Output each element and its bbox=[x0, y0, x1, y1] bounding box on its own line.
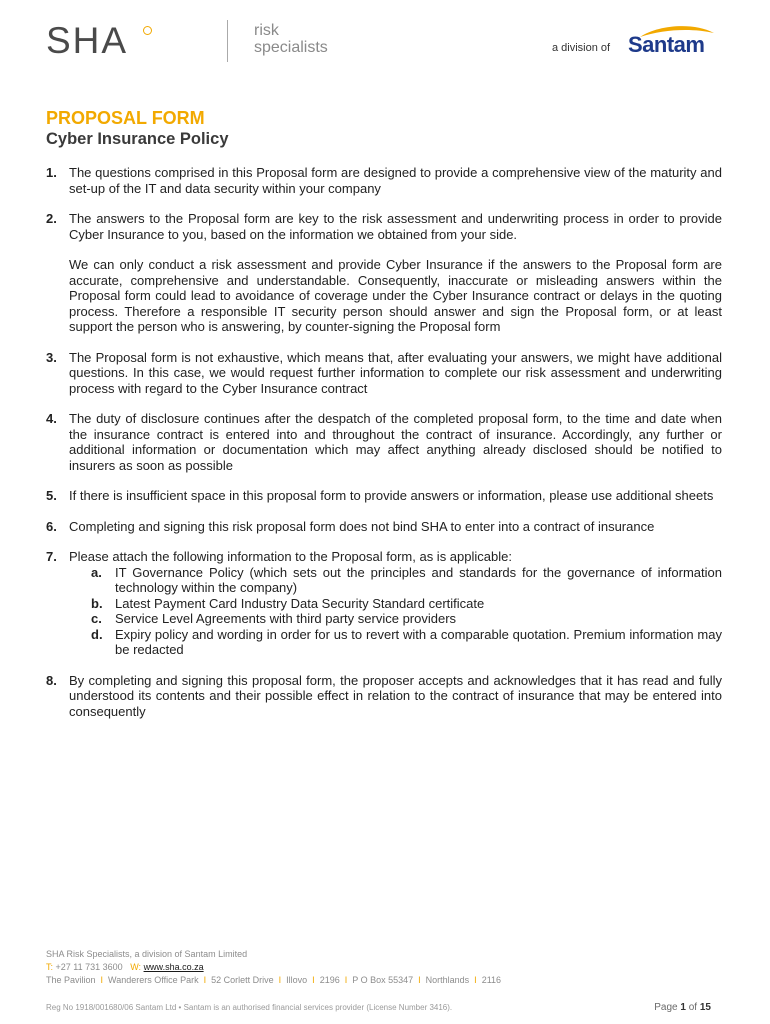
list-item-text: The Proposal form is not exhaustive, which means that, after evaluating your answers, we might have additional questions. In this case, we would request further information to complete our risk assessment and underwriting process with regard to the Cyber Insurance contract bbox=[69, 349, 722, 396]
footer-company: SHA Risk Specialists, a division of Santam Limited bbox=[46, 949, 248, 959]
address-separator: I bbox=[100, 975, 104, 985]
list-item-text: The answers to the Proposal form are key to the risk assessment and underwriting process in order to provide Cyber Insurance to you, based on the information we obtained from your side. bbox=[69, 211, 722, 242]
address-part: 2116 bbox=[481, 975, 502, 985]
list-item bbox=[46, 350, 722, 397]
list-item-text: Please attach the following information to the Proposal form, as is applicable: bbox=[69, 549, 512, 564]
list-item-number: 7. bbox=[46, 549, 57, 564]
sub-list-letter: a. bbox=[91, 564, 102, 580]
address-separator: I bbox=[278, 975, 282, 985]
logo-tagline-line1: risk bbox=[254, 22, 279, 39]
sub-list-item bbox=[69, 611, 722, 627]
list-item-text: If there is insufficient space in this proposal form to provide answers or information, please use additional sheets bbox=[69, 488, 714, 503]
sub-list-item bbox=[69, 627, 722, 658]
logo-tagline bbox=[254, 22, 328, 56]
list-item-text: The duty of disclosure continues after the despatch of the completed proposal form, to the time and date when the insurance contract is entered into and throughout the contract of insurance. Accordingly, any further or additional information or documentation which may affect anything already disclosed should be notified to insurers as soon as possible bbox=[69, 411, 722, 473]
list-item-number: 5. bbox=[46, 488, 57, 503]
address-part: Wanderers Office Park bbox=[108, 975, 199, 985]
footer bbox=[46, 948, 726, 987]
sub-list-text: Expiry policy and wording in order for us to revert with a comparable quotation. Premium information may be redacted bbox=[115, 626, 722, 657]
list-item bbox=[46, 673, 722, 720]
list-item bbox=[46, 165, 722, 196]
page-number bbox=[654, 1002, 711, 1013]
list-item-text: The questions comprised in this Proposal form are designed to provide a comprehensive view of the maturity and set-up of the IT and data security within your company bbox=[69, 165, 722, 196]
footer-contact bbox=[46, 961, 726, 974]
list-item bbox=[46, 549, 722, 658]
logo-tagline-line2: specialists bbox=[254, 39, 328, 56]
tel-label: T: bbox=[46, 962, 54, 972]
sub-list-item bbox=[69, 565, 722, 596]
list-item-number: 2. bbox=[46, 211, 57, 226]
sub-list-item bbox=[69, 596, 722, 612]
footer-address bbox=[46, 974, 726, 987]
address-part: Illovo bbox=[286, 975, 308, 985]
instructions-list bbox=[46, 165, 722, 734]
registration-text: Reg No 1918/001680/06 Santam Ltd • Santam is an authorised financial services provider (License Number 3416). bbox=[46, 1003, 453, 1012]
address-part: 52 Corlett Drive bbox=[211, 975, 274, 985]
page-of: of bbox=[688, 1002, 698, 1013]
list-item bbox=[46, 211, 722, 335]
address-separator: I bbox=[203, 975, 207, 985]
list-item-text: By completing and signing this proposal form, the proposer accepts and acknowledges that it has read and fully understood its contents and their possible effect in relation to the contract of insurance that may be entered into consequently bbox=[69, 672, 722, 719]
sha-logo-text: SHA bbox=[46, 20, 129, 61]
list-item bbox=[46, 411, 722, 473]
santam-logo-text: Santam bbox=[628, 32, 705, 57]
page-title: PROPOSAL FORM bbox=[46, 108, 205, 128]
sha-logo bbox=[46, 20, 128, 62]
list-item bbox=[46, 519, 722, 535]
list-item-text: We can only conduct a risk assessment and provide Cyber Insurance if the answers to the Proposal form are accurate, comprehensive and understandable. Consequently, inaccurate or misleading answers within the Proposal form could lead to avoidance of coverage under the Cyber Insurance contract or delays in the quoting process. Therefore a responsible IT security person should answer and sign the Proposal form, or at least support the person who is answering, by counter-signing the Proposal form bbox=[69, 257, 722, 334]
sub-list-text: Latest Payment Card Industry Data Security Standard certificate bbox=[115, 595, 485, 611]
list-item-number: 1. bbox=[46, 165, 57, 180]
sub-list-text: Service Level Agreements with third party service providers bbox=[115, 611, 457, 626]
address-part: P O Box 55347 bbox=[352, 975, 414, 985]
address-separator: I bbox=[418, 975, 421, 985]
website-link[interactable]: www.sha.co.za bbox=[143, 962, 204, 972]
page-label: Page bbox=[654, 1002, 678, 1013]
sub-list-letter: b. bbox=[91, 595, 103, 611]
list-item-number: 4. bbox=[46, 411, 57, 426]
logo-circle-icon bbox=[143, 26, 152, 35]
sub-list-letter: d. bbox=[91, 626, 103, 642]
page-total: 15 bbox=[699, 1002, 711, 1013]
header bbox=[46, 18, 722, 68]
tel-value: +27 11 731 3600 bbox=[55, 962, 123, 972]
address-separator: I bbox=[312, 975, 315, 985]
list-item bbox=[46, 488, 722, 504]
sub-list-text: IT Governance Policy (which sets out the principles and standards for the governance of information technology within the company) bbox=[115, 564, 722, 595]
address-part: Northlands bbox=[425, 975, 470, 985]
santam-brand bbox=[552, 24, 722, 64]
address-separator: I bbox=[344, 975, 348, 985]
address-part: The Pavilion bbox=[46, 975, 96, 985]
sub-list-letter: c. bbox=[91, 611, 102, 626]
logo-divider bbox=[227, 20, 228, 62]
web-label: W: bbox=[130, 962, 142, 972]
page-subtitle: Cyber Insurance Policy bbox=[46, 130, 229, 148]
sub-list bbox=[69, 565, 722, 658]
address-separator: I bbox=[474, 975, 477, 985]
address-part: 2196 bbox=[319, 975, 340, 985]
division-text: a division of bbox=[552, 42, 611, 54]
list-item-text: Completing and signing this risk proposal form does not bind SHA to enter into a contract of insurance bbox=[69, 518, 655, 534]
page-current: 1 bbox=[680, 1002, 686, 1013]
list-item-number: 3. bbox=[46, 349, 57, 365]
list-item-number: 6. bbox=[46, 518, 57, 534]
list-item-number: 8. bbox=[46, 672, 57, 688]
